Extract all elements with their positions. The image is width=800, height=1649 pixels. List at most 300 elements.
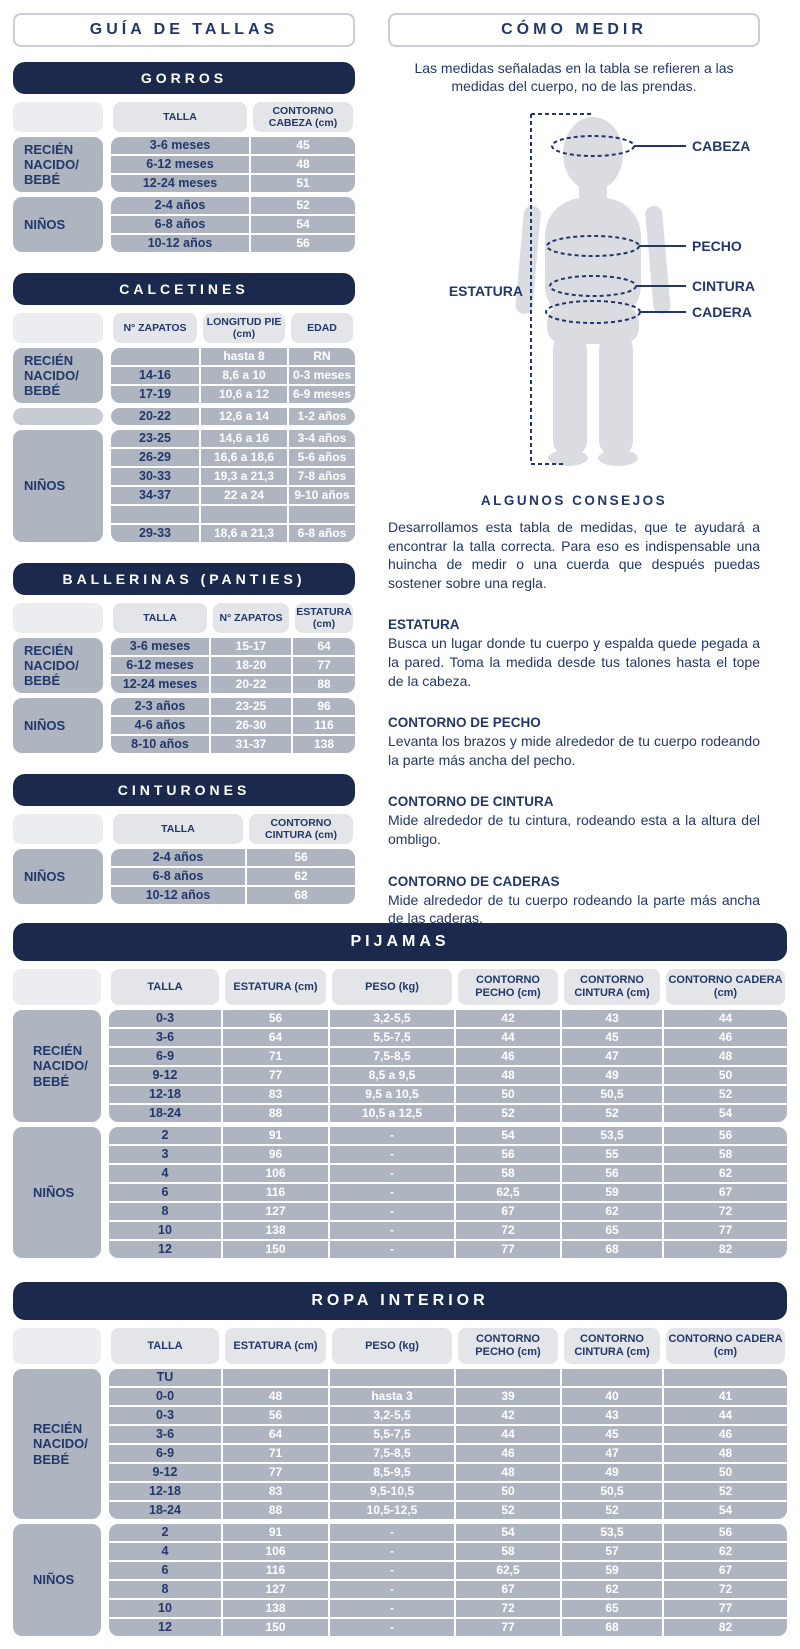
table-cell: 46 [664,1029,787,1046]
table-row [111,487,355,504]
table-row [109,1146,787,1163]
table-row [109,1581,787,1598]
table-header-row [13,102,355,132]
group-rows [109,1010,787,1122]
column-header: ESTATURA (cm) [225,969,326,1005]
table-cell: 15-17 [211,638,291,655]
table-cell: 62 [664,1543,787,1560]
table-cell: 23-25 [111,430,199,447]
pecho-label: PECHO [692,237,742,254]
table-cell: 9-12 [109,1464,221,1481]
table-cell: 6-9 meses [289,386,355,403]
tip-text: Mide alrededor de tu cuerpo rodeando la parte más ancha de las caderas. [388,891,760,927]
table-cell: 44 [664,1010,787,1027]
column-header: CONTORNO CADERA (cm) [666,969,785,1005]
table-cell: 83 [223,1086,328,1103]
table-cell: 16,6 a 18,6 [201,449,287,466]
table-cell [664,1369,787,1386]
table-row [111,235,355,252]
table-group [13,1524,787,1636]
table-cell: 7,5-8,5 [330,1445,454,1462]
table-cell: 46 [664,1426,787,1443]
table-title-band: PIJAMAS [13,923,787,961]
table-cell: 46 [456,1048,560,1065]
column-header: N° ZAPATOS [113,313,197,343]
table-cell: 3-6 [109,1426,221,1443]
table-cell [562,1369,662,1386]
table-row [109,1165,787,1182]
table-cell: 91 [223,1127,328,1144]
group-label: NIÑOS [13,849,103,904]
table-cell: 44 [456,1426,560,1443]
table-cell: 44 [664,1407,787,1424]
table-row [109,1067,787,1084]
table-cell: 12-24 meses [111,175,249,192]
group-label: RECIÉN NACIDO/ BEBÉ [13,137,103,192]
table-cell: 6 [109,1184,221,1201]
table-body [13,638,355,753]
table-cell: 10-12 años [111,235,249,252]
table-cell: 71 [223,1048,328,1065]
size-guide-title: GUÍA DE TALLAS [13,13,355,47]
table-cell: 83 [223,1483,328,1500]
table-cell: 55 [562,1146,662,1163]
table-row [111,868,355,885]
table-cell: - [330,1619,454,1636]
table-cell: 45 [562,1426,662,1443]
table-cell: 54 [664,1502,787,1519]
cintura-label: CINTURA [692,277,755,294]
column-header: N° ZAPATOS [213,603,289,633]
table-cell: 58 [456,1543,560,1560]
table-cell: - [330,1543,454,1560]
table-cell: 62 [562,1581,662,1598]
column-header: TALLA [111,969,219,1005]
table-cell [456,1369,560,1386]
tip-heading: CONTORNO DE CINTURA [388,794,554,810]
column-header: CONTORNO CINTURA (cm) [564,969,660,1005]
table-cell: 53,5 [562,1524,662,1541]
table-cell: 96 [293,698,355,715]
column-header: CONTORNO CABEZA (cm) [253,102,353,132]
table-row [111,348,355,365]
table-cell: 10,5-12,5 [330,1502,454,1519]
column-header: EDAD [291,313,353,343]
column-header: CONTORNO PECHO (cm) [458,1328,558,1364]
table-cell: 0-3 meses [289,367,355,384]
group-label: NIÑOS [13,1524,101,1636]
table-title-band: ROPA INTERIOR [13,1282,787,1320]
table-row [111,137,355,154]
silhouette-shapes [515,117,671,466]
table-cell: 68 [562,1241,662,1258]
table-cell: 20-22 [211,676,291,693]
tip-section-estatura [388,617,760,690]
table-cell [289,506,355,523]
table-cell: 67 [664,1562,787,1579]
table-cell: 77 [223,1464,328,1481]
table-corner-cell [13,313,103,343]
column-header: CONTORNO CINTURA (cm) [249,814,353,844]
table-cell: 19,3 a 21,3 [201,468,287,485]
table-header-cells [109,1328,787,1364]
table-row [109,1464,787,1481]
group-rows [111,849,355,904]
table-cell: 48 [456,1464,560,1481]
table-cell: 8,5-9,5 [330,1464,454,1481]
table-row [111,408,355,425]
table-ballerinas [13,563,355,753]
table-cell: 65 [562,1222,662,1239]
table-cell: - [330,1203,454,1220]
left-column [13,13,355,912]
group-rows [111,348,355,403]
measure-intro-text: Las medidas señaladas en la tabla se refieren a las medidas del cuerpo, no de las prendas. [414,60,734,95]
group-label [13,408,103,425]
table-cell: 6-8 años [289,525,355,542]
table-cell: 1-2 años [289,408,355,425]
table-cell: 5,5-7,5 [330,1426,454,1443]
body-measure-diagram [388,106,760,479]
table-cell: 3-6 [109,1029,221,1046]
table-cell: 12 [109,1619,221,1636]
table-cell: 52 [456,1105,560,1122]
table-cell: 39 [456,1388,560,1405]
table-cell: 10,6 a 12 [201,386,287,403]
table-cell: 31-37 [211,736,291,753]
table-cell: 6-9 [109,1048,221,1065]
group-rows [111,137,355,192]
table-corner-cell [13,969,101,1005]
table-cell: 49 [562,1067,662,1084]
child-silhouette-figure [388,106,760,474]
table-cell: 77 [664,1222,787,1239]
table-group [13,849,355,904]
table-body [13,348,355,542]
table-cell: 77 [223,1067,328,1084]
table-group [13,638,355,693]
column-header: PESO (kg) [332,1328,452,1364]
table-row [111,175,355,192]
table-cell: - [330,1600,454,1617]
tip-heading: CONTORNO DE PECHO [388,715,541,731]
table-group [13,197,355,252]
table-row [109,1048,787,1065]
table-ropa-interior [13,1282,787,1636]
tip-section-cintura [388,794,760,848]
group-label: NIÑOS [13,1127,101,1258]
table-cell: 12-24 meses [111,676,209,693]
table-cell [111,348,199,365]
table-row [109,1222,787,1239]
table-cell: 56 [456,1146,560,1163]
table-cell: 50,5 [562,1086,662,1103]
table-row [111,506,355,523]
table-header-cells [111,814,355,844]
table-cell: 77 [664,1600,787,1617]
table-cell: 8 [109,1581,221,1598]
column-header: CONTORNO CADERA (cm) [666,1328,785,1364]
table-cell: 50 [456,1483,560,1500]
table-cell: 7-8 años [289,468,355,485]
table-row [111,367,355,384]
table-header-cells [111,102,355,132]
table-cell: 3,2-5,5 [330,1407,454,1424]
table-cell: 3-6 meses [111,638,209,655]
table-cell: 56 [223,1407,328,1424]
table-cell: 4 [109,1165,221,1182]
group-rows [111,197,355,252]
table-cell: 26-29 [111,449,199,466]
group-label: NIÑOS [13,430,103,542]
tips-title: ALGUNOS CONSEJOS [480,492,668,508]
table-cinturones [13,774,355,904]
column-header: LONGITUD PIE (cm) [203,313,285,343]
table-cell: 4 [109,1543,221,1560]
table-cell: 72 [456,1222,560,1239]
table-cell: 52 [456,1502,560,1519]
table-cell: 59 [562,1184,662,1201]
table-row [111,156,355,173]
table-cell: 0-3 [109,1407,221,1424]
table-body [13,1010,787,1258]
table-cell: 3-6 meses [111,137,249,154]
tip-text: Busca un lugar donde tu cuerpo y espalda quede pegada a la pared. Toma la medida desde tus talones hasta el tope de la cabeza. [388,635,760,689]
table-corner-cell [13,603,103,633]
table-cell: 62 [562,1203,662,1220]
table-row [111,468,355,485]
table-row [109,1600,787,1617]
column-header: TALLA [111,1328,219,1364]
table-cell: 106 [223,1165,328,1182]
table-row [109,1388,787,1405]
table-row [111,638,355,655]
table-row [109,1562,787,1579]
two-column-area [0,13,800,927]
table-row [111,216,355,233]
table-row [109,1524,787,1541]
table-cell: 6 [109,1562,221,1579]
table-row [111,736,355,753]
table-cell: 150 [223,1619,328,1636]
table-cell: - [330,1146,454,1163]
table-cell: 72 [664,1581,787,1598]
table-cell: 12 [109,1241,221,1258]
table-cell: 5,5-7,5 [330,1029,454,1046]
table-row [109,1619,787,1636]
table-cell: 64 [223,1029,328,1046]
table-cell: 138 [223,1600,328,1617]
table-cell: 47 [562,1445,662,1462]
table-pijamas [13,923,787,1258]
table-cell: 53,5 [562,1127,662,1144]
group-label: RECIÉN NACIDO/ BEBÉ [13,1010,101,1122]
table-cell [330,1369,454,1386]
table-cell: 7,5-8,5 [330,1048,454,1065]
table-row [111,449,355,466]
table-cell: 42 [456,1010,560,1027]
table-cell: 8,5 a 9,5 [330,1067,454,1084]
table-cell: 54 [664,1105,787,1122]
table-cell: 62,5 [456,1184,560,1201]
table-cell: 12-18 [109,1086,221,1103]
table-corner-cell [13,1328,101,1364]
table-cell: 48 [664,1048,787,1065]
table-group [13,137,355,192]
table-row [111,525,355,542]
table-header-row [13,814,355,844]
table-cell [111,506,199,523]
table-cell: 127 [223,1581,328,1598]
table-cell: 67 [664,1184,787,1201]
column-header: ESTATURA (cm) [225,1328,326,1364]
table-cell: 10,5 a 12,5 [330,1105,454,1122]
table-cell: 48 [456,1067,560,1084]
table-row [111,676,355,693]
table-cell: 3-4 años [289,430,355,447]
table-cell: hasta 8 [201,348,287,365]
table-cell: 9,5-10,5 [330,1483,454,1500]
table-cell: 10 [109,1222,221,1239]
table-group [13,348,355,403]
table-cell: 116 [223,1562,328,1579]
table-cell: 56 [664,1524,787,1541]
table-cell: 116 [293,717,355,734]
table-cell: 10 [109,1600,221,1617]
tip-text: Levanta los brazos y mide alrededor de tu cuerpo rodeando la parte más ancha del pecho. [388,733,760,768]
table-cell: 2-4 años [111,849,245,866]
table-cell: 62,5 [456,1562,560,1579]
table-cell: 68 [562,1619,662,1636]
table-row [109,1426,787,1443]
table-row [109,1029,787,1046]
table-cell: 9-10 años [289,487,355,504]
group-rows [111,408,355,425]
table-cell: 150 [223,1241,328,1258]
table-cell: 50 [456,1086,560,1103]
table-row [109,1203,787,1220]
table-cell: 6-8 años [111,216,249,233]
table-title-band: BALLERINAS (PANTIES) [13,563,355,595]
table-cell: 8 [109,1203,221,1220]
table-cell: 82 [664,1241,787,1258]
tips-text: Desarrollamos esta tabla de medidas, que te ayudará a encontrar la talla correcta. Para eso es indispensable una huincha de medir o una cuerda que después puedas sostener sobre una regla. [388,518,760,591]
cadera-label: CADERA [692,303,752,320]
right-column [388,13,760,927]
table-cell: 64 [223,1426,328,1443]
table-cell: 26-30 [211,717,291,734]
table-row [109,1184,787,1201]
table-row [109,1127,787,1144]
column-header: CONTORNO CINTURA (cm) [564,1328,660,1364]
table-row [111,657,355,674]
table-cell: 67 [456,1581,560,1598]
table-cell: 18-24 [109,1502,221,1519]
table-row [109,1086,787,1103]
table-cell: - [330,1127,454,1144]
table-cell [201,506,287,523]
tip-section-pecho [388,715,760,769]
group-rows [109,1524,787,1636]
table-cell: 50 [664,1464,787,1481]
table-cell: 0-0 [109,1388,221,1405]
table-header-cells [111,603,355,633]
table-group [13,1127,787,1258]
table-corner-cell [13,814,103,844]
table-calcetines [13,273,355,542]
table-body [13,849,355,904]
table-cell: 2-4 años [111,197,249,214]
table-cell: 12-18 [109,1483,221,1500]
table-cell: 18-20 [211,657,291,674]
table-cell: 18,6 a 21,3 [201,525,287,542]
table-cell: 30-33 [111,468,199,485]
table-cell: 51 [251,175,355,192]
table-cell: 43 [562,1010,662,1027]
group-label: RECIÉN NACIDO/ BEBÉ [13,638,103,693]
table-cell: 138 [293,736,355,753]
table-cell: 56 [247,849,355,866]
table-row [111,430,355,447]
table-cell: 59 [562,1562,662,1579]
table-cell: 41 [664,1388,787,1405]
table-header-row [13,313,355,343]
table-cell: 14,6 a 16 [201,430,287,447]
table-cell: 48 [664,1445,787,1462]
table-group [13,698,355,753]
table-cell: 42 [456,1407,560,1424]
table-gorros [13,62,355,252]
table-cell: 18-24 [109,1105,221,1122]
table-cell: 62 [247,868,355,885]
table-row [109,1483,787,1500]
table-cell: 64 [293,638,355,655]
table-cell: 91 [223,1524,328,1541]
table-cell: 5-6 años [289,449,355,466]
table-cell: 29-33 [111,525,199,542]
table-cell: 45 [251,137,355,154]
table-cell: 52 [664,1483,787,1500]
group-rows [109,1127,787,1258]
table-cell: 57 [562,1543,662,1560]
table-group [13,1010,787,1122]
table-cell: 58 [456,1165,560,1182]
table-cell: - [330,1241,454,1258]
group-rows [111,698,355,753]
table-cell: 34-37 [111,487,199,504]
table-cell: 72 [664,1203,787,1220]
table-corner-cell [13,102,103,132]
table-cell: 56 [562,1165,662,1182]
table-cell [223,1369,328,1386]
table-cell: 2 [109,1127,221,1144]
table-cell: - [330,1222,454,1239]
table-cell: 65 [562,1600,662,1617]
table-cell: 54 [251,216,355,233]
table-cell: 52 [251,197,355,214]
table-cell: 9,5 a 10,5 [330,1086,454,1103]
table-cell: 0-3 [109,1010,221,1027]
table-cell: 77 [293,657,355,674]
table-cell: 127 [223,1203,328,1220]
table-row [109,1445,787,1462]
column-header: PESO (kg) [332,969,452,1005]
group-rows [111,638,355,693]
column-header: ESTATURA (cm) [295,603,353,633]
table-cell: 8-10 años [111,736,209,753]
table-header-cells [109,969,787,1005]
table-row [109,1241,787,1258]
